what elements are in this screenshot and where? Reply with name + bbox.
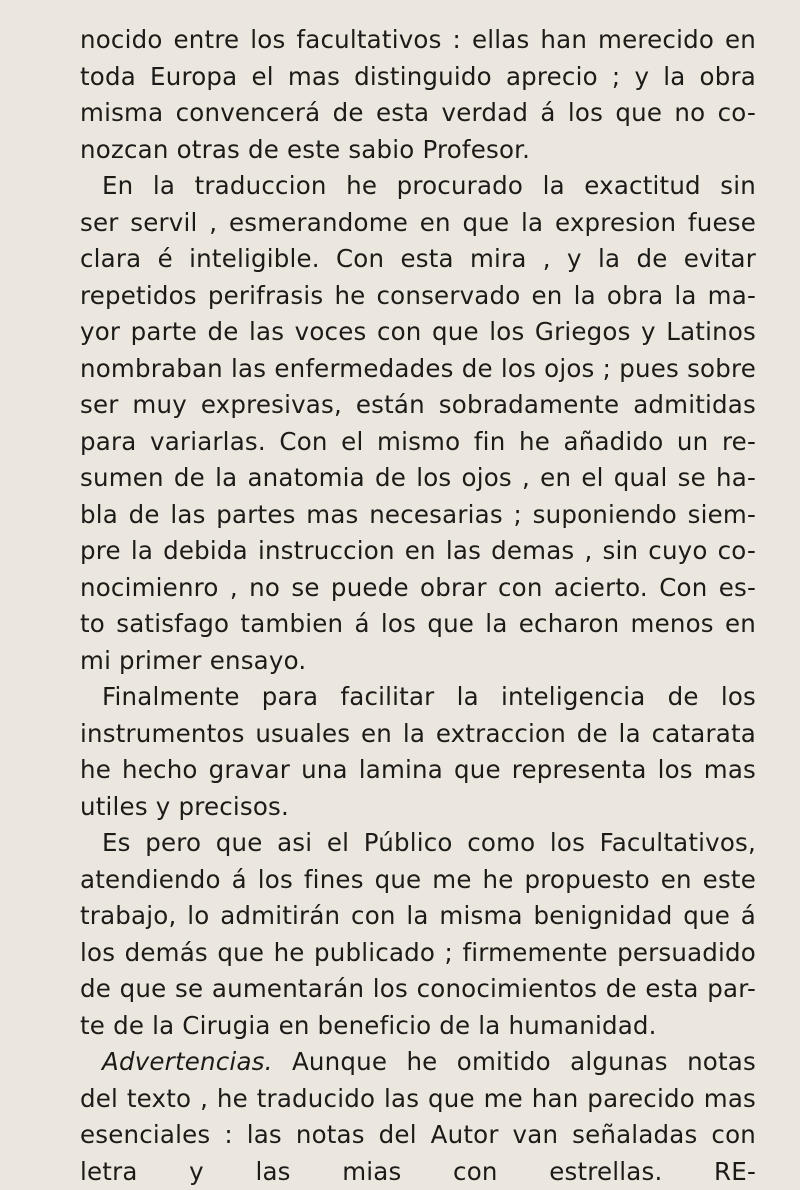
text-line: yor parte de las voces con que los Griegos y Latinos: [80, 314, 756, 351]
text-line: atendiendo á los fines que me he propuesto en este: [80, 862, 756, 899]
text-line: ser muy expresivas, están sobradamente admitidas: [80, 387, 756, 424]
text-line: mi primer ensayo.: [80, 643, 756, 680]
text-line: sumen de la anatomia de los ojos , en el qual se ha-: [80, 460, 756, 497]
text-line: te de la Cirugia en beneficio de la humanidad.: [80, 1008, 756, 1045]
text-line: En la traduccion he procurado la exactitud sin: [80, 168, 756, 205]
text-line: toda Europa el mas distinguido aprecio ; y la obra: [80, 59, 756, 96]
text-line: repetidos perifrasis he conservado en la obra la ma-: [80, 278, 756, 315]
text-line: nozcan otras de este sabio Profesor.: [80, 132, 756, 169]
text-line: letra y las mias con estrellas.: [80, 1157, 662, 1186]
text-line: Finalmente para facilitar la inteligencia de los: [80, 679, 756, 716]
text-line: del texto , he traducido las que me han parecido mas: [80, 1081, 756, 1118]
text-line: trabajo, lo admitirán con la misma benignidad que á: [80, 898, 756, 935]
text-line: esenciales : las notas del Autor van señaladas con: [80, 1117, 756, 1154]
text-line: Es pero que asi el Público como los Facultativos,: [80, 825, 756, 862]
text-line: los demás que he publicado ; firmemente persuadido: [80, 935, 756, 972]
text-line: bla de las partes mas necesarias ; suponiendo siem-: [80, 497, 756, 534]
text-line: de que se aumentarán los conocimientos de esta par-: [80, 971, 756, 1008]
text-line: pre la debida instruccion en las demas , sin cuyo co-: [80, 533, 756, 570]
text-line: para variarlas. Con el mismo fin he añadido un re-: [80, 424, 756, 461]
text-line: clara é inteligible. Con esta mira , y la de evitar: [80, 241, 756, 278]
text-line: misma convencerá de esta verdad á los que no co-: [80, 95, 756, 132]
text-line: nombraban las enfermedades de los ojos ; pues sobre: [80, 351, 756, 388]
text-line: nocimienro , no se puede obrar con acierto. Con es-: [80, 570, 756, 607]
text-line: nocido entre los facultativos : ellas han merecido en: [80, 22, 756, 59]
page-text: [80, 22, 756, 1190]
advertencias-line: [80, 1044, 756, 1081]
text-line: utiles y precisos.: [80, 789, 756, 826]
catchword: RE-: [714, 1157, 756, 1186]
text-line: instrumentos usuales en la extraccion de la catarata: [80, 716, 756, 753]
text-line: to satisfago tambien á los que la echaron menos en: [80, 606, 756, 643]
text-line: he hecho gravar una lamina que representa los mas: [80, 752, 756, 789]
text-line: Aunque he omitido algunas notas: [292, 1047, 756, 1076]
advertencias-heading: Advertencias.: [102, 1047, 273, 1076]
final-line: [80, 1154, 756, 1190]
text-line: ser servil , esmerandome en que la expresion fuese: [80, 205, 756, 242]
